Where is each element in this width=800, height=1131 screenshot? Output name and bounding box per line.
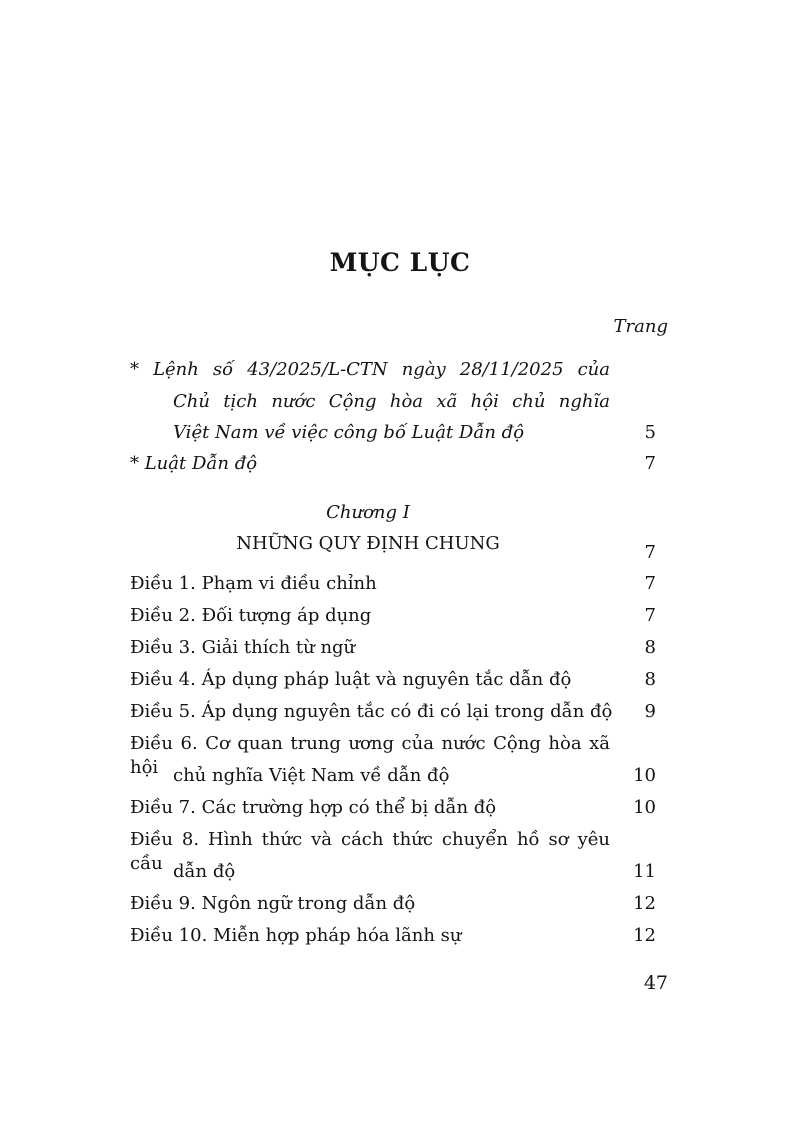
article-entry-page: 10 bbox=[633, 765, 656, 786]
article-entry-line: Điều 2. Đối tượng áp dụng bbox=[130, 605, 372, 626]
article-entry-page: 8 bbox=[644, 669, 656, 690]
article-entry-page: 11 bbox=[633, 861, 656, 882]
article-entry-page: 12 bbox=[633, 893, 656, 914]
article-entry-line: Điều 1. Phạm vi điều chỉnh bbox=[130, 573, 377, 594]
front-entry-page: 7 bbox=[644, 453, 656, 474]
toc-title: MỤC LỤC bbox=[329, 248, 471, 277]
article-entry-line: Điều 8. Hình thức và cách thức chuyển hồ sơ yêu cầu bbox=[130, 829, 610, 874]
chapter-page: 7 bbox=[644, 542, 656, 563]
article-entry-line: Điều 4. Áp dụng pháp luật và nguyên tắc dẫn độ bbox=[130, 669, 572, 690]
front-entry-line: * Luật Dẫn độ bbox=[130, 453, 258, 474]
article-entry-page: 8 bbox=[644, 637, 656, 658]
chapter-title: NHỮNG QUY ĐỊNH CHUNG bbox=[236, 533, 500, 554]
front-entry-line: * Lệnh số 43/2025/L-CTN ngày 28/11/2025 của bbox=[130, 359, 610, 380]
page-number: 47 bbox=[643, 972, 668, 994]
article-entry-page: 7 bbox=[644, 605, 656, 626]
front-entry-line: Chủ tịch nước Cộng hòa xã hội chủ nghĩa bbox=[173, 391, 610, 412]
article-entry-line: chủ nghĩa Việt Nam về dẫn độ bbox=[173, 765, 450, 786]
article-entry-page: 10 bbox=[633, 797, 656, 818]
article-entry-line: Điều 5. Áp dụng nguyên tắc có đi có lại trong dẫn độ bbox=[130, 701, 613, 722]
front-entry-page: 5 bbox=[644, 422, 656, 443]
article-entry-line: Điều 9. Ngôn ngữ trong dẫn độ bbox=[130, 893, 416, 914]
page-column-label: Trang bbox=[613, 316, 668, 337]
article-entry-line: Điều 6. Cơ quan trung ương của nước Cộng hòa xã hội bbox=[130, 733, 610, 778]
article-entry-page: 9 bbox=[644, 701, 656, 722]
front-entry-line: Việt Nam về việc công bố Luật Dẫn độ bbox=[173, 422, 525, 443]
article-entry-page: 7 bbox=[644, 573, 656, 594]
chapter-label: Chương I bbox=[326, 502, 410, 523]
article-entry-line: dẫn độ bbox=[173, 861, 236, 882]
article-entry-line: Điều 3. Giải thích từ ngữ bbox=[130, 637, 356, 658]
article-entry-line: Điều 7. Các trường hợp có thể bị dẫn độ bbox=[130, 797, 497, 818]
article-entry-line: Điều 10. Miễn hợp pháp hóa lãnh sự bbox=[130, 925, 462, 946]
article-entry-page: 12 bbox=[633, 925, 656, 946]
